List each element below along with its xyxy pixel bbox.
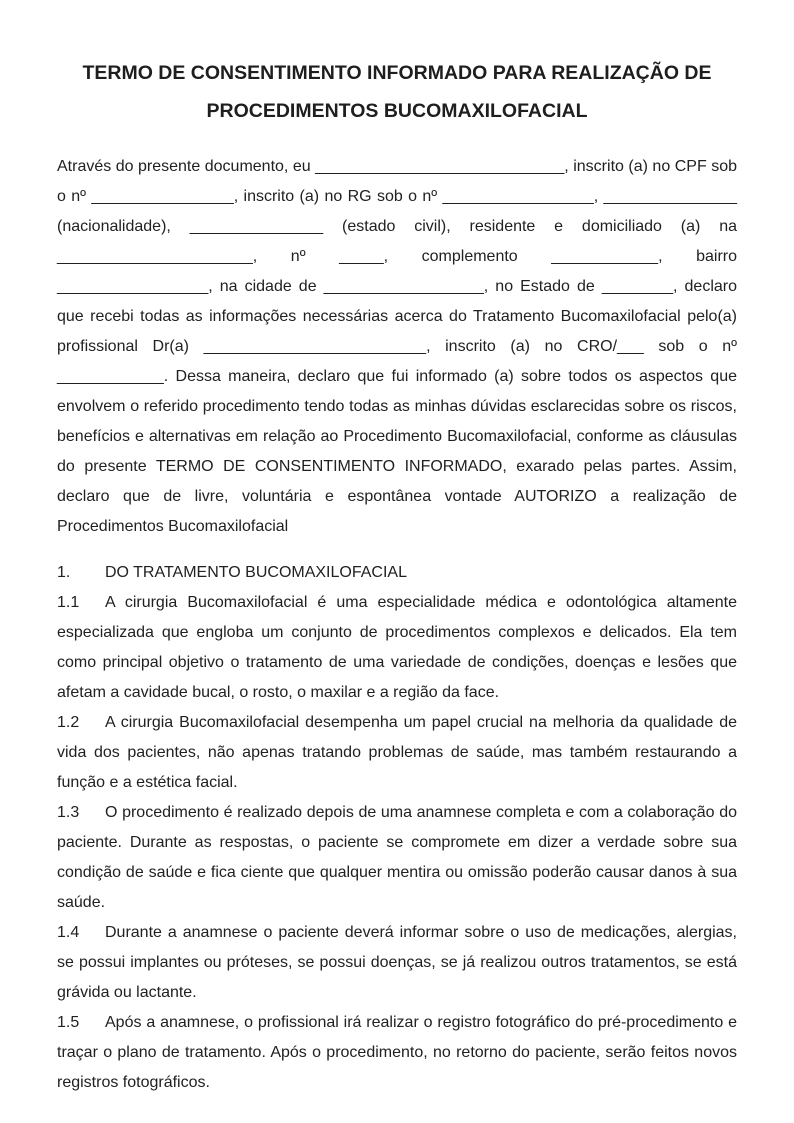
document-title (57, 54, 737, 130)
section-1-number: 1. (57, 564, 71, 581)
document-title-line-2: PROCEDIMENTOS BUCOMAXILOFACIAL (206, 100, 588, 122)
clause-1-3 (57, 798, 737, 918)
clause-1-4-number: 1.4 (57, 924, 80, 941)
clause-1-2-number: 1.2 (57, 714, 80, 731)
document-title-line-1: TERMO DE CONSENTIMENTO INFORMADO PARA REALIZAÇÃO DE (82, 62, 712, 84)
clause-1-5 (57, 1008, 737, 1098)
section-1-heading-text: DO TRATAMENTO BUCOMAXILOFACIAL (105, 564, 407, 581)
clause-1-4-text: Durante a anamnese o paciente deverá informar sobre o uso de medicações, alergias, se possui implantes ou próteses, se possui doenças, se já realizou outros tratamentos, se está grávida ou lactante. (57, 924, 737, 1001)
clause-1-4 (57, 918, 737, 1008)
intro-paragraph: Através do presente documento, eu ____________________________, inscrito (a) no CPF sob o nº ________________, inscrito (a) no RG sob o nº _________________, _______________ (nacionalidade), _______________ (estado civil), residente e domiciliado (a) na ______________________, nº _____, complemento ____________, bairro _________________, na cidade de __________________, no Estado de ________, declaro que recebi todas as informações necessárias acerca do Tratamento Bucomaxilofacial pelo(a) profissional Dr(a) _________________________, inscrito (a) no CRO/___ sob o nº ____________. Dessa maneira, declaro que fui informado (a) sobre todos os aspectos que envolvem o referido procedimento tendo todas as minhas dúvidas esclarecidas sobre os riscos, benefícios e alternativas em relação ao Procedimento Bucomaxilofacial, conforme as cláusulas do presente TERMO DE CONSENTIMENTO INFORMADO, exarado pelas partes. Assim, declaro que de livre, voluntária e espontânea vontade AUTORIZO a realização de Procedimentos Bucomaxilofacial (57, 158, 737, 535)
clause-1-3-number: 1.3 (57, 804, 80, 821)
clause-1-1-text: A cirurgia Bucomaxilofacial é uma especialidade médica e odontológica altamente especializada que engloba um conjunto de procedimentos complexos e delicados. Ela tem como principal objetivo o tratamento de uma variedade de condições, doenças e lesões que afetam a cavidade bucal, o rosto, o maxilar e a região da face. (57, 594, 737, 701)
clause-1-5-text: Após a anamnese, o profissional irá realizar o registro fotográfico do pré-procedimento e traçar o plano de tratamento. Após o procedimento, no retorno do paciente, serão feitos novos registros fotográficos. (57, 1014, 737, 1091)
clause-1-1 (57, 588, 737, 708)
clause-1-2-text: A cirurgia Bucomaxilofacial desempenha um papel crucial na melhoria da qualidade de vida dos pacientes, não apenas tratando problemas de saúde, mas também restaurando a função e a estética facial. (57, 714, 737, 791)
clause-1-5-number: 1.5 (57, 1014, 80, 1031)
clause-1-1-number: 1.1 (57, 594, 80, 611)
clause-1-3-text: O procedimento é realizado depois de uma anamnese completa e com a colaboração do paciente. Durante as respostas, o paciente se compromete em dizer a verdade sobre sua condição de saúde e fica ciente que qualquer mentira ou omissão poderão causar danos à sua saúde. (57, 804, 737, 911)
section-1-heading (57, 558, 737, 588)
clause-1-2 (57, 708, 737, 798)
